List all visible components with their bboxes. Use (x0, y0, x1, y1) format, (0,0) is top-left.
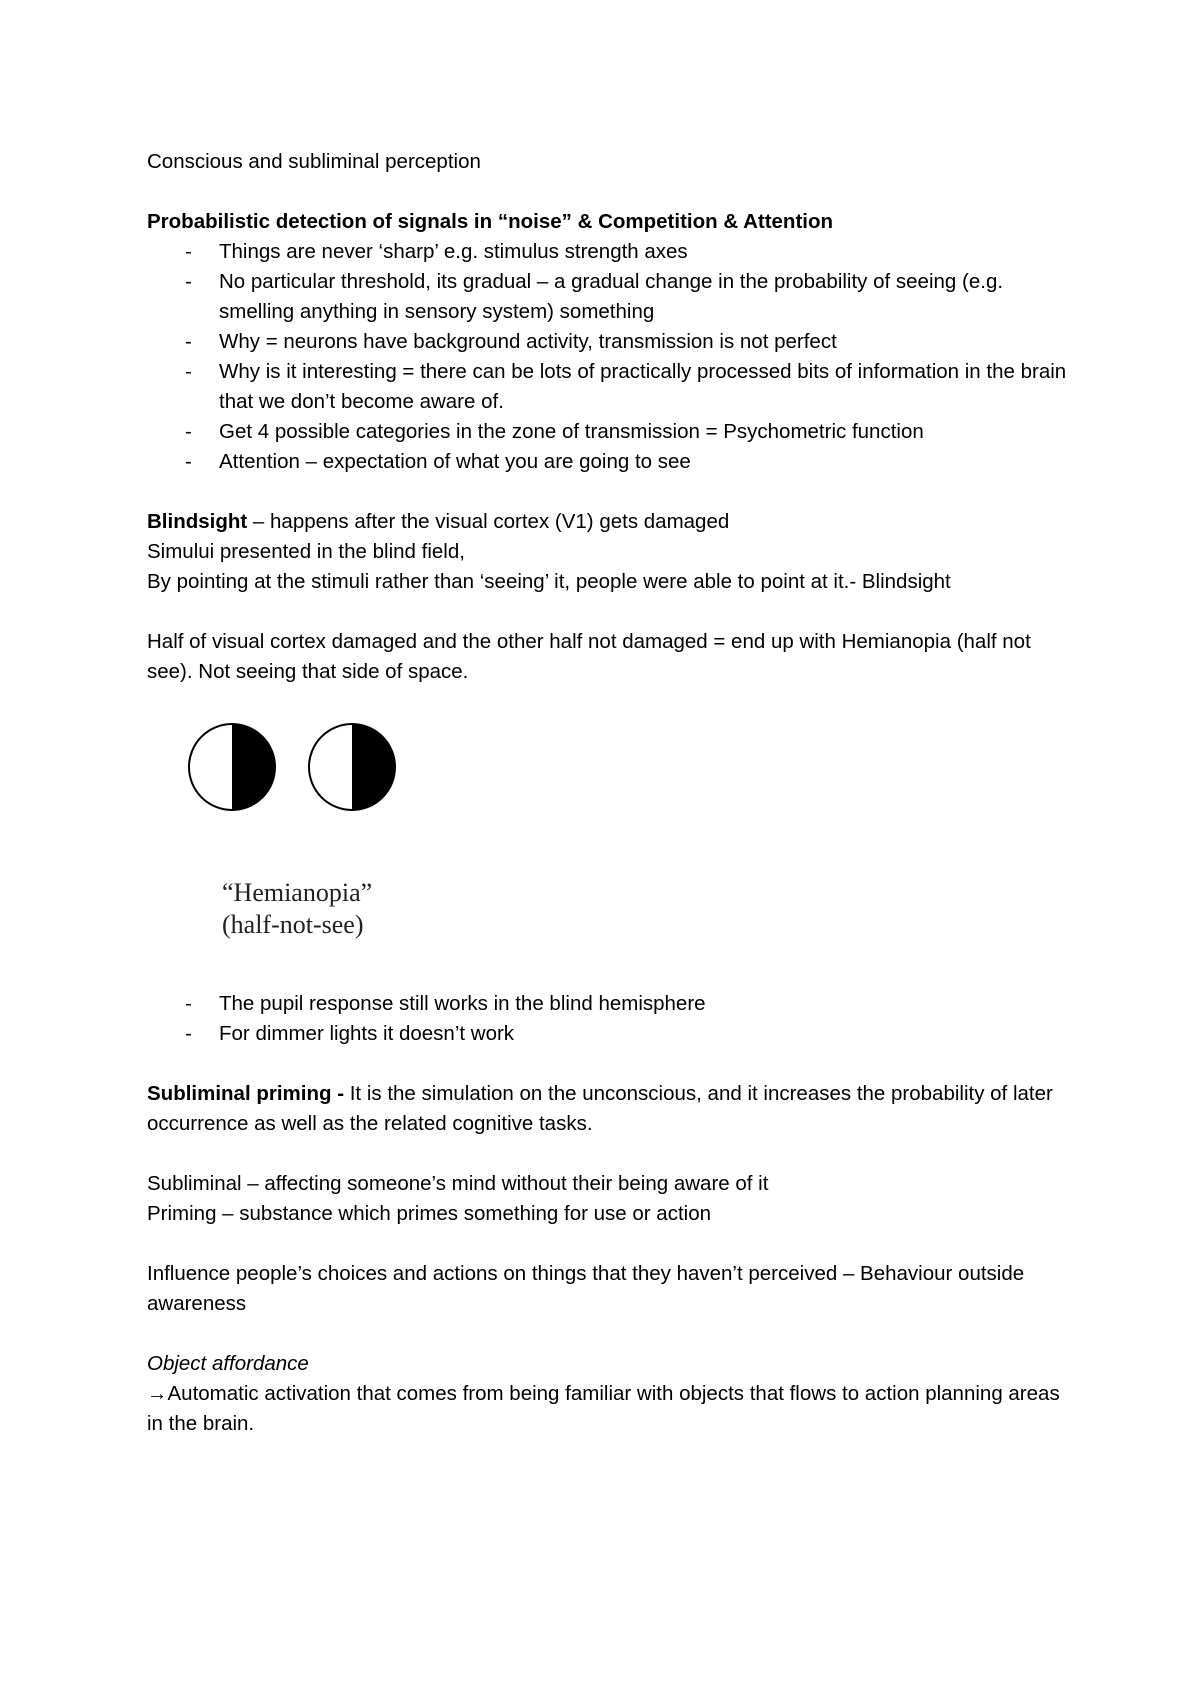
blindsight-line-2: Simului presented in the blind field, (147, 540, 465, 563)
blindsight-line-1 (147, 507, 1077, 537)
left-eye-field-icon (189, 724, 275, 810)
priming-definition: It is the simulation on the unconscious, and it increases the probability of later occurrence as well as the related cognitive tasks. (147, 1082, 1053, 1135)
list-item: - For dimmer lights it doesn’t work (147, 1019, 1077, 1049)
subliminal-definition: Subliminal – affecting someone’s mind without their being aware of it (147, 1172, 769, 1195)
affordance-text: Automatic activation that comes from being familiar with objects that flows to action planning areas in the brain. (147, 1382, 1060, 1435)
influence-paragraph: Influence people’s choices and actions on things that they haven’t perceived – Behaviour outside awareness (147, 1262, 1025, 1315)
figure-caption (222, 877, 372, 941)
affordance-paragraph (147, 1379, 1077, 1439)
figure-caption-line-2: (half-not-see) (222, 910, 364, 939)
document-body (147, 147, 1077, 1439)
document-title: Conscious and subliminal perception (147, 150, 481, 173)
pupil-bullet-list (147, 989, 1077, 1049)
list-item: - Things are never ‘sharp’ e.g. stimulus strength axes (147, 237, 1077, 267)
list-item: - No particular threshold, its gradual – a gradual change in the probability of seeing (e.g. smelling anything in sensory system) something (147, 267, 1077, 327)
priming-term: Subliminal priming - (147, 1082, 350, 1105)
blindsight-line-3: By pointing at the stimuli rather than ‘seeing’ it, people were able to point at it.- Blindsight (147, 570, 951, 593)
blindsight-term: Blindsight (147, 510, 248, 533)
arrow-icon: → (147, 1382, 168, 1405)
right-eye-field-icon (309, 724, 395, 810)
affordance-heading: Object affordance (147, 1352, 309, 1375)
list-item: - The pupil response still works in the blind hemisphere (147, 989, 1077, 1019)
section-heading-detection: Probabilistic detection of signals in “noise” & Competition & Attention (147, 210, 834, 233)
list-item: - Why = neurons have background activity, transmission is not perfect (147, 327, 1077, 357)
figure-caption-line-1: “Hemianopia” (222, 878, 373, 907)
list-item: - Get 4 possible categories in the zone of transmission = Psychometric function (147, 417, 1077, 447)
list-item: - Attention – expectation of what you are going to see (147, 447, 1077, 477)
priming-word-definition: Priming – substance which primes something for use or action (147, 1202, 712, 1225)
hemianopia-paragraph: Half of visual cortex damaged and the other half not damaged = end up with Hemianopia (half not see). Not seeing that side of space. (147, 630, 1031, 683)
blindsight-definition: – happens after the visual cortex (V1) gets damaged (247, 510, 730, 533)
hemianopia-figure (147, 687, 1077, 989)
detection-bullet-list (147, 237, 1077, 477)
list-item: - Why is it interesting = there can be lots of practically processed bits of information in the brain that we don’t become aware of. (147, 357, 1077, 417)
priming-paragraph (147, 1079, 1077, 1139)
half-circles-illustration (187, 707, 447, 827)
